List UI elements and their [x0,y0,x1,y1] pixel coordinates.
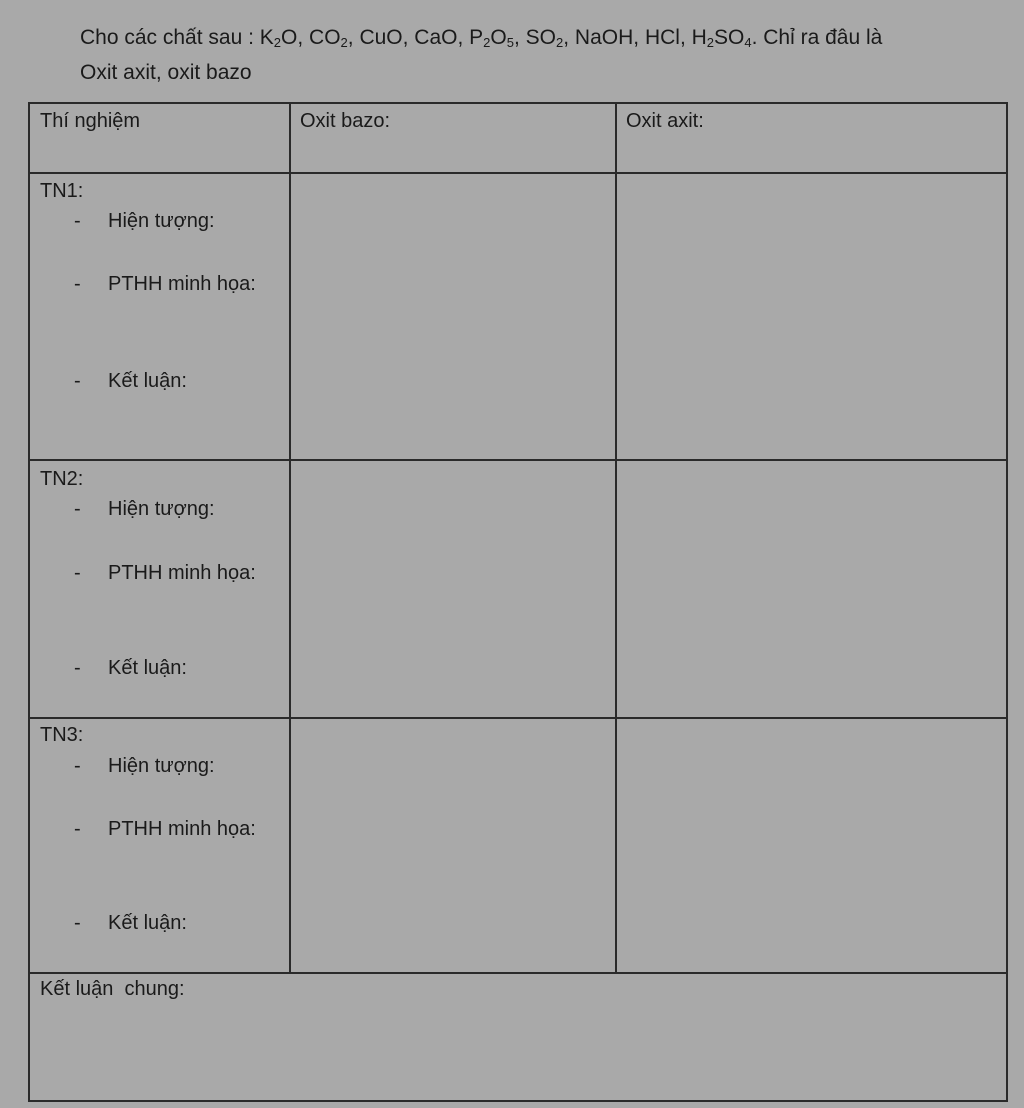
header-experiment: Thí nghiệm [40,110,141,132]
tn3-equation: - PTHH minh họa: [74,818,256,840]
tn3-label: TN3: [40,724,84,746]
tn1-phenomenon: - Hiện tượng: [74,210,215,232]
row-divider [30,972,1006,974]
substance-list: $K_2O$, $CO_2$, CuO, CaO, $P_2O_5$, $SO_2$, NaOH, HCl, $H_2SO_4$ [259,26,752,50]
chemical-formula: CuO [359,26,403,49]
question-text [80,20,980,90]
tn2-label: TN2: [40,468,84,490]
tn2-phenomenon: - Hiện tượng: [74,498,215,520]
chemical-formula: $CO_2$ [309,26,348,50]
chemical-formula: $P_2O_5$ [469,26,514,50]
final-conclusion-label: Kết luận chung: [40,978,185,1000]
row-divider [30,717,1006,719]
chemical-formula: NaOH [574,26,634,49]
header-basic-oxide: Oxit bazo: [300,110,391,132]
row-divider [30,172,1006,174]
tn3-phenomenon: - Hiện tượng: [74,755,215,777]
chemical-formula: HCl [644,26,680,49]
question-line-2: Oxit axit, oxit bazo [80,61,252,84]
tn2-equation: - PTHH minh họa: [74,562,256,584]
experiment-table [28,102,1008,1102]
tn1-equation: - PTHH minh họa: [74,273,256,295]
column-divider [615,104,617,972]
tn3-conclusion: - Kết luận: [74,912,187,934]
tn1-label: TN1: [40,180,84,202]
tn1-conclusion: - Kết luận: [74,370,187,392]
chemical-formula: CaO [414,26,458,49]
chemical-formula: $H_2SO_4$ [691,26,752,50]
header-acidic-oxide: Oxit axit: [626,110,704,132]
chemical-formula: $SO_2$ [525,26,564,50]
question-tail: . Chỉ ra đâu là [751,26,883,49]
tn2-conclusion: - Kết luận: [74,657,187,679]
question-intro: Cho các chất sau : [80,26,260,49]
row-divider [30,459,1006,461]
column-divider [289,104,291,972]
chemical-formula: $K_2O$ [259,26,298,50]
